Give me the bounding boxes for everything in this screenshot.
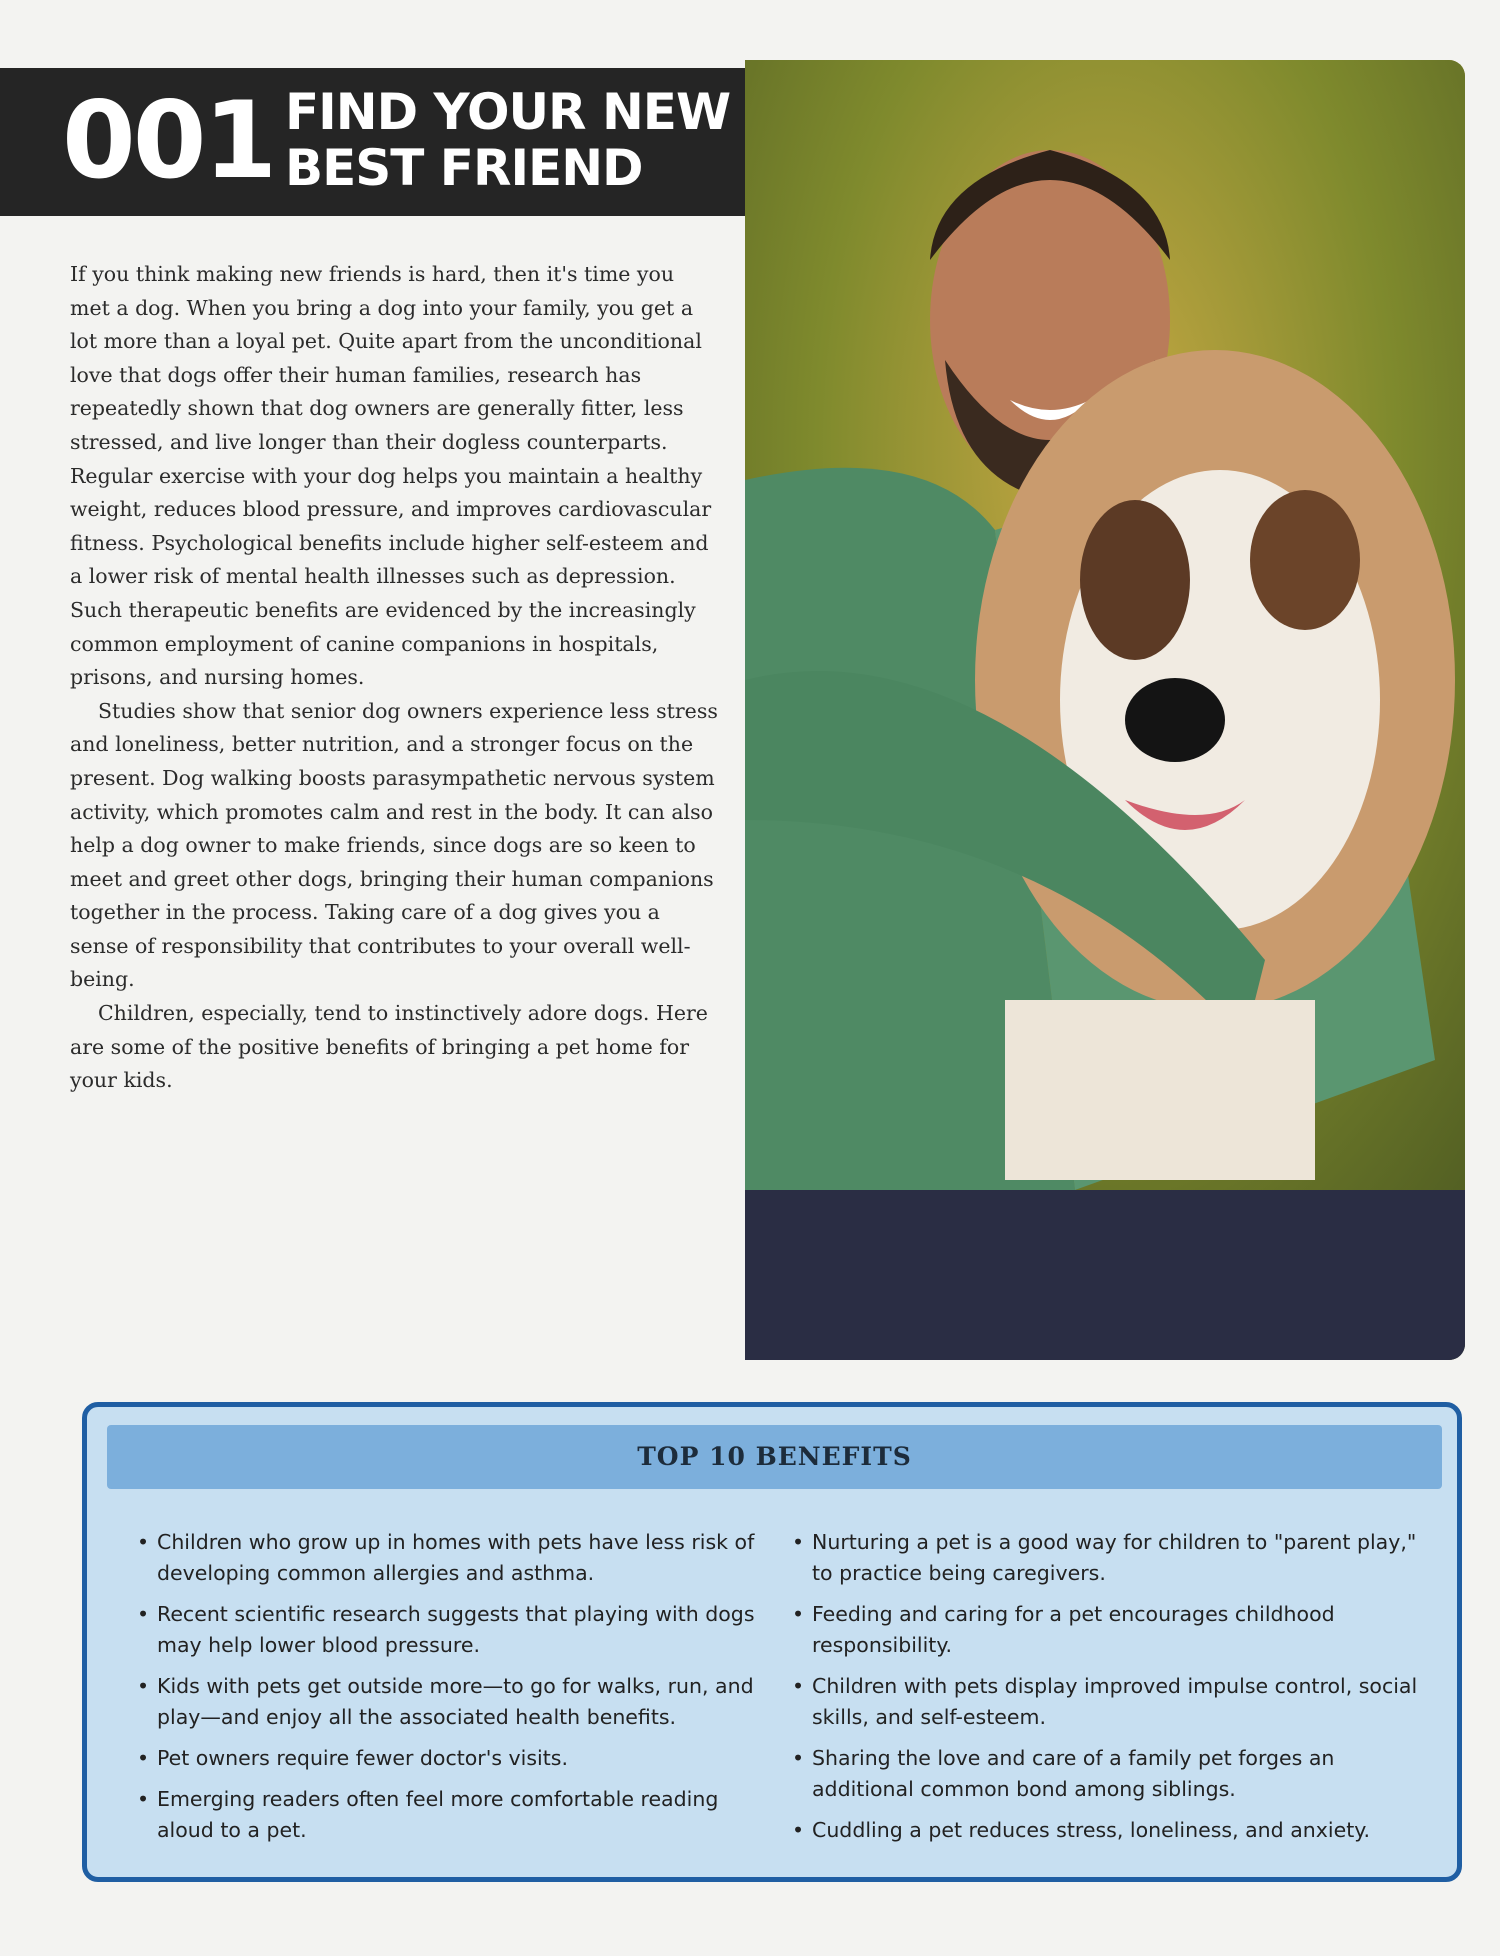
list-item: • Pet owners require fewer doctor's visits. [137, 1743, 757, 1774]
benefits-heading: TOP 10 BENEFITS [107, 1425, 1442, 1489]
list-item: • Sharing the love and care of a family pet forges an additional common bond among siblings. [792, 1743, 1422, 1805]
man-hugging-dog-photo [745, 60, 1465, 1360]
list-item: • Nurturing a pet is a good way for children to "parent play," to practice being caregivers. [792, 1527, 1422, 1589]
body-paragraph: Children, especially, tend to instinctively adore dogs. Here are some of the positive benefits of bringing a pet home for your kids. [70, 1001, 708, 1093]
top-benefits-box [82, 1402, 1462, 1882]
title-line-1: FIND YOUR NEW [285, 83, 731, 141]
list-item: • Children who grow up in homes with pets have less risk of developing common allergies and asthma. [137, 1527, 757, 1589]
title-banner [0, 68, 745, 216]
list-item: • Emerging readers often feel more comfortable reading aloud to a pet. [137, 1784, 757, 1846]
list-item: • Kids with pets get outside more—to go for walks, run, and play—and enjoy all the associated health benefits. [137, 1671, 757, 1733]
title-line-2: BEST FRIEND [285, 139, 643, 197]
photo-illustration [745, 60, 1465, 1360]
list-item: • Cuddling a pet reduces stress, loneliness, and anxiety. [792, 1815, 1422, 1846]
list-item: • Children with pets display improved impulse control, social skills, and self-esteem. [792, 1671, 1422, 1733]
benefits-list-left [137, 1527, 757, 1856]
body-paragraph: If you think making new friends is hard, then it's time you met a dog. When you bring a dog into your family, you get a lot more than a loyal pet. Quite apart from the unconditional love that dogs offer their human families, research has repeatedly shown that dog owners are generally fitter, less stressed, and live longer than their dogless counterparts. Regular exercise with your dog helps you maintain a healthy weight, reduces blood pressure, and improves cardiovascular fitness. Psychological benefits include higher self-esteem and a lower risk of mental health illnesses such as depression. Such therapeutic benefits are evidenced by the increasingly common employment of canine companions in hospitals, prisons, and nursing homes. [70, 262, 712, 690]
article-title [285, 84, 730, 196]
body-paragraph: Studies show that senior dog owners experience less stress and loneliness, better nutrition, and a stronger focus on the present. Dog walking boosts parasympathetic nervous system activity, which promotes calm and rest in the body. It can also help a dog owner to make friends, since dogs are so keen to meet and greet other dogs, bringing their human companions together in the process. Taking care of a dog gives you a sense of responsibility that contributes to your overall well-being. [70, 698, 718, 992]
benefits-list-right [792, 1527, 1422, 1856]
article-body [70, 258, 720, 1098]
list-item: • Recent scientific research suggests that playing with dogs may help lower blood pressure. [137, 1599, 757, 1661]
list-item: • Feeding and caring for a pet encourages childhood responsibility. [792, 1599, 1422, 1661]
article-number: 001 [62, 79, 275, 202]
